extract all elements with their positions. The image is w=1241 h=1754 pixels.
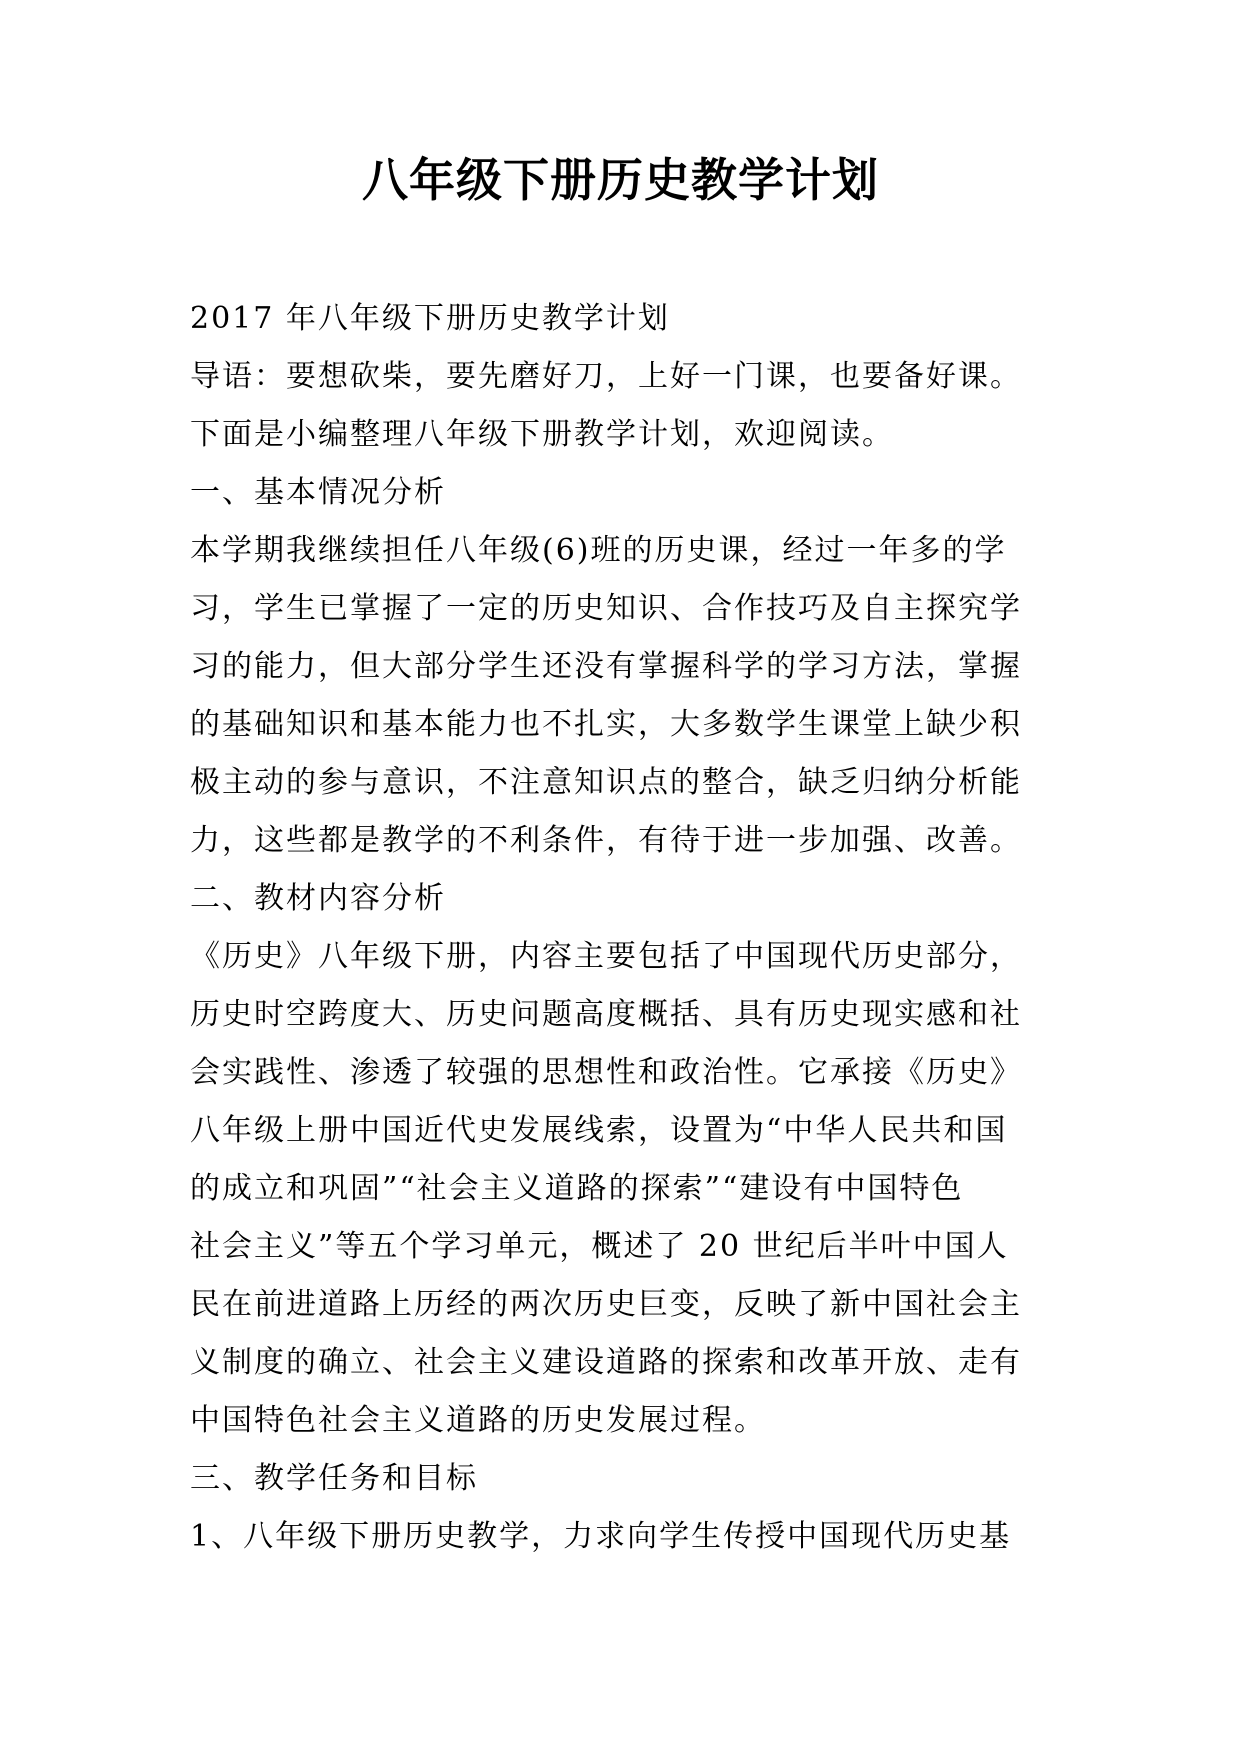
text-line: 的基础知识和基本能力也不扎实，大多数学生课堂上缺少积: [190, 707, 1022, 742]
text-line: 本学期我继续担任八年级(6)班的历史课，经过一年多的学: [190, 533, 1007, 568]
text-line: 义制度的确立、社会主义建设道路的探索和改革开放、走有: [190, 1345, 1022, 1380]
text-line: 中国特色社会主义道路的历史发展过程。: [190, 1403, 766, 1438]
text-line-subtitle: 2017 年八年级下册历史教学计划: [190, 301, 670, 336]
text-line: 社会主义”等五个学习单元，概述了 20 世纪后半叶中国人: [190, 1229, 1009, 1264]
text-line-intro: 导语：要想砍柴，要先磨好刀，上好一门课，也要备好课。: [190, 359, 1022, 394]
text-line: 的成立和巩固”“社会主义道路的探索”“建设有中国特色: [190, 1171, 964, 1206]
text-line: 极主动的参与意识，不注意知识点的整合，缺乏归纳分析能: [190, 765, 1022, 800]
section-heading-textbook-analysis: 二、教材内容分析: [190, 881, 446, 916]
text-line: 八年级上册中国近代史发展线索，设置为“中华人民共和国: [190, 1113, 1008, 1148]
text-line: 力，这些都是教学的不利条件，有待于进一步加强、改善。: [190, 823, 1022, 858]
text-line: 会实践性、渗透了较强的思想性和政治性。它承接《历史》: [190, 1055, 1022, 1090]
text-line: 民在前进道路上历经的两次历史巨变，反映了新中国社会主: [190, 1287, 1022, 1322]
text-line: 历史时空跨度大、历史问题高度概括、具有历史现实感和社: [190, 997, 1022, 1032]
text-line: 习，学生已掌握了一定的历史知识、合作技巧及自主探究学: [190, 591, 1022, 626]
section-heading-tasks-goals: 三、教学任务和目标: [190, 1461, 478, 1496]
text-line: 1、八年级下册历史教学，力求向学生传授中国现代历史基: [190, 1519, 1012, 1554]
document-title: 八年级下册历史教学计划: [362, 153, 879, 207]
section-heading-basic-situation: 一、基本情况分析: [190, 475, 446, 510]
text-line: 习的能力，但大部分学生还没有掌握科学的学习方法，掌握: [190, 649, 1022, 684]
text-line-intro: 下面是小编整理八年级下册教学计划，欢迎阅读。: [190, 417, 894, 452]
document-body: [190, 290, 1070, 1566]
text-line: 《历史》八年级下册，内容主要包括了中国现代历史部分，: [190, 939, 1022, 974]
